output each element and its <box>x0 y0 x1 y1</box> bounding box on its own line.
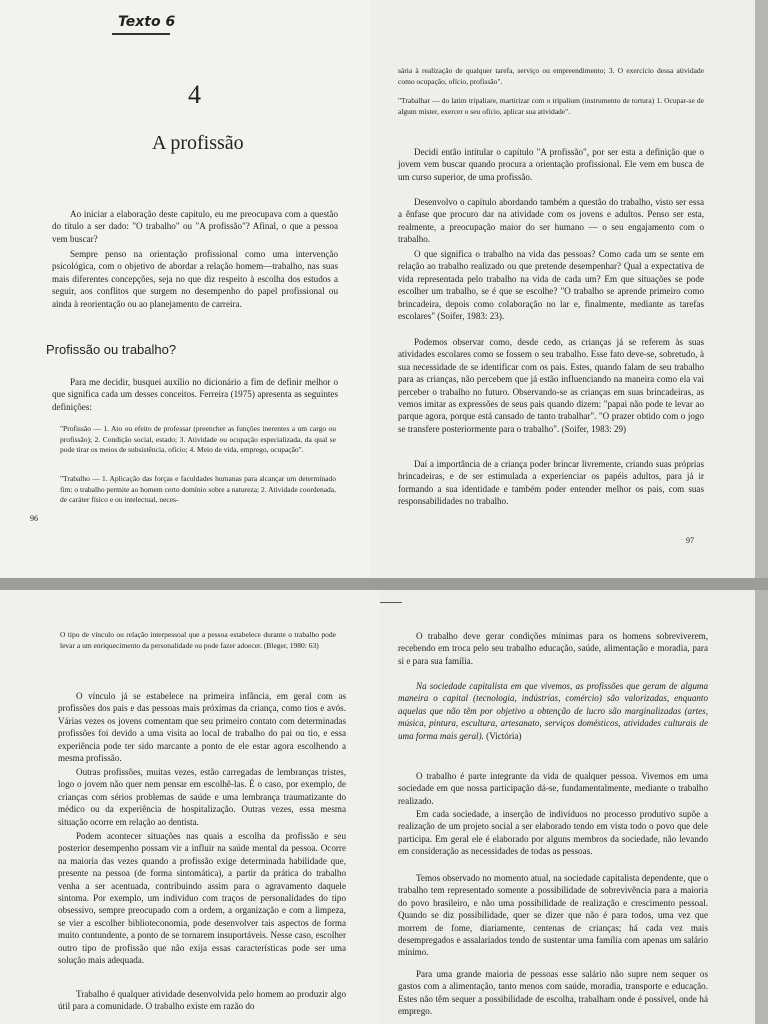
section-title: Profissão ou trabalho? <box>46 342 177 357</box>
paragraph: Temos observado no momento atual, na sociedade capitalista dependente, que o trabalho tem representado somente a possibilidade de sobrevivência para a maioria do povo brasileiro, e não uma possibilidade de realização e crescimento pessoal. Quando se diz possibilidade, quer se dizer que não é para todos, uma vez que morrem de fome, diariamente, centenas de crianças; há cada vez mais desempregados e assalariados tendo de sustentar uma família com apenas um salário mínimo. <box>398 873 708 958</box>
paragraph: Outras profissões, muitas vezes, estão carregadas de lembranças tristes, logo o jovem não quer nem pensar em escolhê-las. É o caso, por exemplo, de crianças com sérios problemas de saúde e uma lembrança traumatizante do médico ou da experiência de hospitalização. Outras vezes, essa mesma situação ocorre em relação ao dentista. <box>58 767 346 827</box>
page-97 <box>370 0 755 578</box>
scan-edge-strip <box>755 0 768 1024</box>
handwritten-label: Texto 6 <box>118 14 176 30</box>
page-99 <box>380 590 755 1024</box>
italic-quote-text: Na sociedade capitalista em que vivemos, as profissões que geram de alguma maneira o capital (tecnologia, indústrias, comércio) são valorizadas, enquanto aquelas que não têm por objetivo a obtenção de lucro são marginalizadas (artes, música, pintura, escultura, artesanato, serviços domésticos, atividades culturais de uma forma mais geral). <box>398 681 708 741</box>
chapter-title: A profissão <box>152 132 244 154</box>
page-98 <box>0 590 380 1024</box>
scan-gap <box>0 578 768 590</box>
spine-line <box>380 602 402 603</box>
quote-trabalhar: "Trabalhar — do latim tripaliare, martirizar com o tripalium (instrumento de tortura) 1. Ocupar-se de algum mister, exercer o seu ofício, aplicar sua atividade". <box>398 96 704 116</box>
italic-quote-source: (Victória) <box>483 730 522 741</box>
quote-trabalho: "Trabalho — 1. Aplicação das forças e faculdades humanas para alcançar um determinado fim: o trabalho permite ao homem certo domínio sobre a natureza; 2. Atividade coordenada, de caráter físico e ou intelectual, neces- <box>60 474 336 504</box>
paragraph: Decidi então intitular o capítulo "A profissão", por ser esta a definição que o jovem vem buscar quando procura a orientação profissional. Ele vem em busca de um curso superior, de uma profissão. <box>398 147 704 182</box>
paragraph: Sempre penso na orientação profissional como uma intervenção psicológica, com o objetivo de abordar a relação homem—trabalho, nas suas mais diferentes concepções, seja no que diz respeito à escolha dos estudos a seguir, aos conflitos que surgem no desempenho do papel profissional ou ainda à reorientação ou ao planejamento de carreira. <box>52 249 338 309</box>
paragraph: Podemos observar como, desde cedo, as crianças já se referem às suas atividades escolares como se fossem o seu trabalho. Esse fato deve-se, sobretudo, à sua necessidade de se identificar com os pais. Estes, quando falam de seu trabalho para as crianças, não percebem que já estão influenciando na maneira como ela vai perceber o trabalho no futuro. Observando-se as crianças em suas brincadeiras, as vemos imitar as expressões de seus pais quando dizem: "papai não pode te levar ao parque agora, porque está cansado de tanto trabalhar". "O prazer obtido com o jogo se transfere posteriormente para o trabalho". (Soifer, 1983: 29) <box>398 337 704 434</box>
handwritten-underline <box>112 33 170 35</box>
paragraph: Para me decidir, busquei auxílio no dicionário a fim de definir melhor o que significa cada um desses conceitos. Ferreira (1975) apresenta as seguintes definições: <box>52 377 338 412</box>
page-number: 97 <box>686 536 694 545</box>
chapter-number: 4 <box>188 80 201 109</box>
page-number: 96 <box>30 514 38 523</box>
paragraph: O que significa o trabalho na vida das pessoas? Como cada um se sente em relação ao trabalho realizado ou que pretende desempenhar? Qual a expectativa de vida representada pelo trabalho na vida de cada um? Em que situações se pode escolher um trabalho, se é que se escolhe? "O trabalho se aprende primeiro como brincadeira, depois como colaboração no lar e, finalmente, mediante as tarefas escolares" (Soifer, 1983: 23). <box>398 249 704 322</box>
quote-continuation: sária à realização de qualquer tarefa, serviço ou empreendimento; 3. O exercício dessa atividade como ocupação, ofício, profissão". <box>398 66 704 86</box>
block-quote: O tipo de vínculo ou relação interpessoal que a pessoa estabelece durante o trabalho pode levar a um enriquecimento da personalidade ou pode fazer adoecer. (Bleger, 1980: 63) <box>60 630 336 650</box>
quote-profissao: "Profissão — 1. Ato ou efeito de professar (preencher as funções inerentes a um cargo ou profissão); 2. Condição social, estado; 3. Atividade ou ocupação especializada, da qual se pode tirar os meios de subsistência, ofício; 4. Meio de vida, emprego, ocupação". <box>60 424 336 454</box>
paragraph: O vínculo já se estabelece na primeira infância, em geral com as profissões dos pais e das pessoas mais próximas da criança, como tios e avós. Várias vezes os jovens comentam que seu primeiro contato com determinadas profissões foi devido a uma visita ao local de trabalho do pai ou tio, e essa experiência pode ter sido marcante a ponto de ele estar agora escolhendo a mesma profissão. <box>58 691 346 764</box>
paragraph: Ao iniciar a elaboração deste capítulo, eu me preocupava com a questão do título a ser dado: "O trabalho" ou "A profissão"? Afinal, o que a pessoa vem buscar? <box>52 209 338 244</box>
paragraph: Para uma grande maioria de pessoas esse salário não supre nem sequer os gastos com a alimentação, tanto menos com saúde, moradia, transporte e educação. Estes não têm sequer a possibilidade de escolha, trabalham onde é possível, onde há emprego. <box>398 969 708 1017</box>
paragraph: Daí a importância de a criança poder brincar livremente, criando suas próprias brincadeiras, e de ser estimulada a experienciar os papéis adultos, para já ir formando a sua identidade e também poder entender melhor os pais, com suas responsabilidades no trabalho. <box>398 459 704 507</box>
paragraph: O trabalho é parte integrante da vida de qualquer pessoa. Vivemos em uma sociedade em que nossa participação dá-se, fundamentalmente, mediante o trabalho realizado. <box>398 771 708 806</box>
italic-quote <box>398 680 708 742</box>
paragraph: Podem acontecer situações nas quais a escolha da profissão e seu posterior desempenho possam vir a influir na saúde mental da pessoa. Ocorre na maioria das vezes quando a profissão exige determinada habilidade que, presente na pessoa (de forma sintomática), a partir da prática do trabalho venha a ser acentuada, contribuindo assim para o agravamento daquele sintoma. Por exemplo, um indivíduo com traços de personalidades do tipo obsessivo, sempre preocupado com a ordem, a organização e com a limpeza, se vier a escolher biblioteconomia, pode desenvolver tais aspectos de forma muito contundente, a ponto de se tornarem insuportáveis. Nesse caso, escolher outro tipo de profissão que não exija essas características pode ser uma solução mais adequada. <box>58 831 346 966</box>
page-96 <box>0 0 370 578</box>
paragraph: O trabalho deve gerar condições mínimas para os homens sobreviverem, recebendo em troca pelo seu trabalho educação, saúde, alimentação e moradia, para si e para sua família. <box>398 631 708 666</box>
paragraph: Desenvolvo o capítulo abordando também a questão do trabalho, visto ser essa a ênfase que procuro dar na atividade com os jovens e adultos. Penso ser esta, realmente, a preocupação maior do ser humano — o seu engajamento com o trabalho. <box>398 197 704 245</box>
paragraph: Trabalho é qualquer atividade desenvolvida pelo homem ao produzir algo útil para a comunidade. O trabalho existe em razão do <box>58 989 346 1012</box>
paragraph: Em cada sociedade, a inserção de indivíduos no processo produtivo supõe a realização de um projeto social a ser elaborado tendo em vista todo o povo que dele participa. Em geral ele é elaborado por alguns membros da sociedade, não levando em consideração as necessidades de todas as pessoas. <box>398 809 708 857</box>
